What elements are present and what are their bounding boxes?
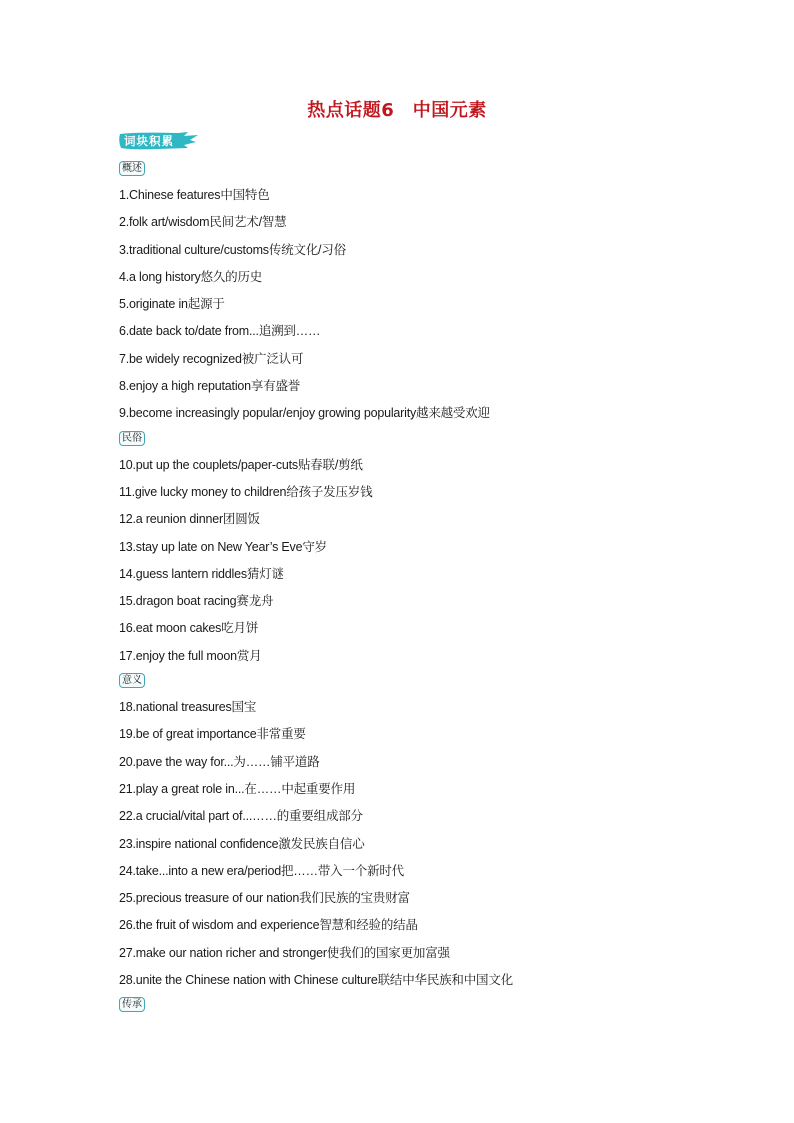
banner-label: 词块积累 bbox=[124, 134, 174, 148]
list-item: 18.national treasures国宝 bbox=[119, 700, 257, 715]
list-item: 22.a crucial/vital part of...……的重要组成部分 bbox=[119, 809, 363, 824]
list-item: 16.eat moon cakes吃月饼 bbox=[119, 621, 259, 636]
list-item: 24.take...into a new era/period把……带入一个新时代 bbox=[119, 863, 404, 878]
section-0 bbox=[119, 158, 719, 428]
list-item: 15.dragon boat racing赛龙舟 bbox=[119, 594, 274, 609]
list-item: 7.be widely recognized被广泛认可 bbox=[119, 351, 304, 366]
list-item: 4.a long history悠久的历史 bbox=[119, 269, 263, 284]
list-item: 14.guess lantern riddles猜灯谜 bbox=[119, 566, 284, 581]
list-item: 21.play a great role in...在……中起重要作用 bbox=[119, 781, 356, 796]
list-item: 25.precious treasure of our nation我们民族的宝贵财富 bbox=[119, 891, 410, 906]
content bbox=[119, 158, 719, 1018]
list-item: 17.enjoy the full moon赏月 bbox=[119, 648, 262, 663]
list-item: 10.put up the couplets/paper-cuts贴春联/剪纸 bbox=[119, 457, 363, 472]
list-item: 27.make our nation richer and stronger使我们的国家更加富强 bbox=[119, 945, 450, 960]
page-title: 热点话题6 中国元素 bbox=[307, 100, 487, 121]
section-3 bbox=[119, 994, 719, 1018]
list-item: 2.folk art/wisdom民间艺术/智慧 bbox=[119, 215, 287, 230]
section-tag: 民俗 bbox=[119, 431, 145, 446]
list-item: 3.traditional culture/customs传统文化/习俗 bbox=[119, 242, 346, 257]
list-item: 23.inspire national confidence激发民族自信心 bbox=[119, 836, 365, 851]
section-tag: 意义 bbox=[119, 673, 145, 688]
section-tag: 传承 bbox=[119, 997, 145, 1012]
list-item: 26.the fruit of wisdom and experience智慧和经验的结晶 bbox=[119, 918, 418, 933]
list-item: 9.become increasingly popular/enjoy growing popularity越来越受欢迎 bbox=[119, 406, 490, 421]
list-item: 13.stay up late on New Year’s Eve守岁 bbox=[119, 539, 327, 554]
list-item: 6.date back to/date from...追溯到…… bbox=[119, 324, 321, 339]
list-item: 1.Chinese features中国特色 bbox=[119, 188, 270, 202]
list-item: 12.a reunion dinner团圆饭 bbox=[119, 512, 260, 527]
section-2 bbox=[119, 670, 719, 994]
list-item: 8.enjoy a high reputation享有盛誉 bbox=[119, 379, 301, 394]
vocabulary-banner bbox=[118, 132, 198, 150]
list-item: 28.unite the Chinese nation with Chinese culture联结中华民族和中国文化 bbox=[119, 973, 513, 988]
list-item: 20.pave the way for...为……铺平道路 bbox=[119, 754, 320, 769]
section-1 bbox=[119, 428, 719, 670]
list-item: 11.give lucky money to children给孩子发压岁钱 bbox=[119, 484, 373, 499]
list-item: 19.be of great importance非常重要 bbox=[119, 727, 306, 742]
section-tag: 概述 bbox=[119, 161, 145, 176]
list-item: 5.originate in起源于 bbox=[119, 297, 225, 312]
